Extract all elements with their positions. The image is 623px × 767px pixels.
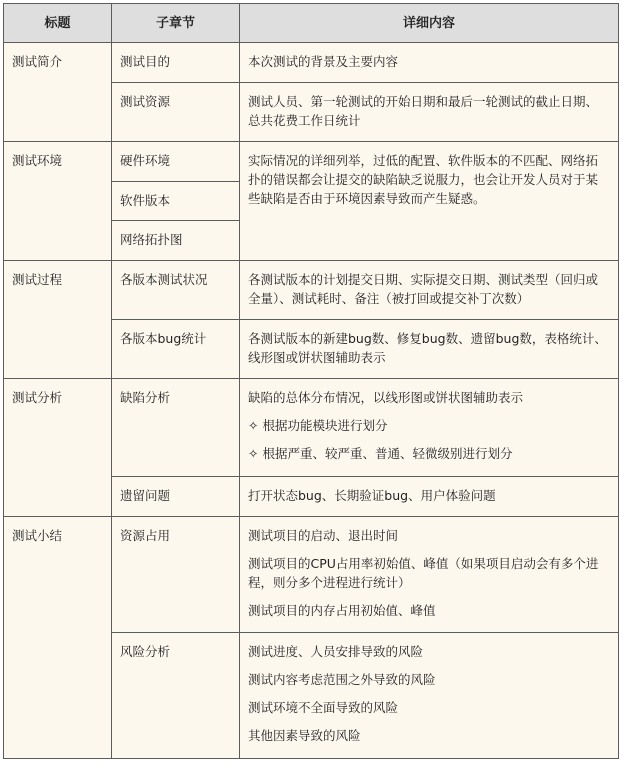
detail-cell bbox=[240, 261, 619, 320]
detail-cell bbox=[240, 477, 619, 517]
detail-text: 测试项目的CPU占用率初始值、峰值（如果项目启动会有多个进程，则分多个进程进行统计） bbox=[248, 556, 599, 590]
section-title: 测试小结 bbox=[4, 517, 112, 759]
section-title: 测试过程 bbox=[4, 261, 112, 379]
section-title: 测试环境 bbox=[4, 142, 112, 261]
subsection-label: 各版本bug统计 bbox=[112, 320, 240, 379]
subsection-label: 缺陷分析 bbox=[112, 379, 240, 477]
table-row bbox=[4, 142, 619, 182]
table-row bbox=[4, 379, 619, 477]
subsection-label: 测试目的 bbox=[112, 43, 240, 83]
detail-cell bbox=[240, 633, 619, 759]
table-row bbox=[4, 261, 619, 320]
subsection-label: 各版本测试状况 bbox=[112, 261, 240, 320]
subsection-label: 测试资源 bbox=[112, 83, 240, 142]
detail-text: 测试进度、人员安排导致的风险 bbox=[248, 644, 424, 659]
subsection-label: 遗留问题 bbox=[112, 477, 240, 517]
detail-text: 测试项目的启动、退出时间 bbox=[248, 528, 399, 543]
detail-text: 测试环境不全面导致的风险 bbox=[248, 700, 399, 715]
header-details: 详细内容 bbox=[240, 4, 619, 43]
section-title: 测试分析 bbox=[4, 379, 112, 517]
header-title: 标题 bbox=[4, 4, 112, 43]
subsection-label: 风险分析 bbox=[112, 633, 240, 759]
table-row bbox=[4, 517, 619, 633]
subsection-label: 网络拓扑图 bbox=[112, 221, 240, 261]
report-outline-table bbox=[3, 3, 619, 759]
detail-text: 各测试版本的计划提交日期、实际提交日期、测试类型（回归或全量）、测试耗时、备注（被打回或提交补丁次数） bbox=[248, 272, 599, 306]
detail-bullet: ✧ 根据功能模块进行划分 bbox=[248, 418, 388, 433]
header-subsection: 子章节 bbox=[112, 4, 240, 43]
detail-text: 实际情况的详细列举，过低的配置、软件版本的不匹配、网络拓扑的错误都会让提交的缺陷缺乏说服力，也会让开发人员对于某些缺陷是否由于环境因素导致而产生疑惑。 bbox=[248, 153, 599, 206]
detail-cell bbox=[240, 517, 619, 633]
detail-text: 测试内容考虑范围之外导致的风险 bbox=[248, 672, 436, 687]
detail-text: 其他因素导致的风险 bbox=[248, 728, 361, 743]
header-row bbox=[4, 4, 619, 43]
detail-cell bbox=[240, 83, 619, 142]
subsection-label: 资源占用 bbox=[112, 517, 240, 633]
section-title: 测试简介 bbox=[4, 43, 112, 142]
detail-text: 测试项目的内存占用初始值、峰值 bbox=[248, 603, 436, 618]
detail-cell bbox=[240, 142, 619, 261]
detail-text: 本次测试的背景及主要内容 bbox=[248, 54, 399, 69]
detail-cell bbox=[240, 379, 619, 477]
detail-text: 缺陷的总体分布情况，以线形图或饼状图辅助表示 bbox=[248, 390, 524, 405]
subsection-label: 硬件环境 bbox=[112, 142, 240, 182]
detail-cell bbox=[240, 43, 619, 83]
subsection-label: 软件版本 bbox=[112, 182, 240, 221]
detail-bullet: ✧ 根据严重、较严重、普通、轻微级别进行划分 bbox=[248, 446, 513, 461]
detail-text: 打开状态bug、长期验证bug、用户体验问题 bbox=[248, 488, 496, 503]
detail-text: 测试人员、第一轮测试的开始日期和最后一轮测试的截止日期、总共花费工作日统计 bbox=[248, 94, 599, 128]
detail-text: 各测试版本的新建bug数、修复bug数、遗留bug数，表格统计、线形图或饼状图辅助表示 bbox=[248, 331, 607, 365]
detail-cell bbox=[240, 320, 619, 379]
table-row bbox=[4, 43, 619, 83]
